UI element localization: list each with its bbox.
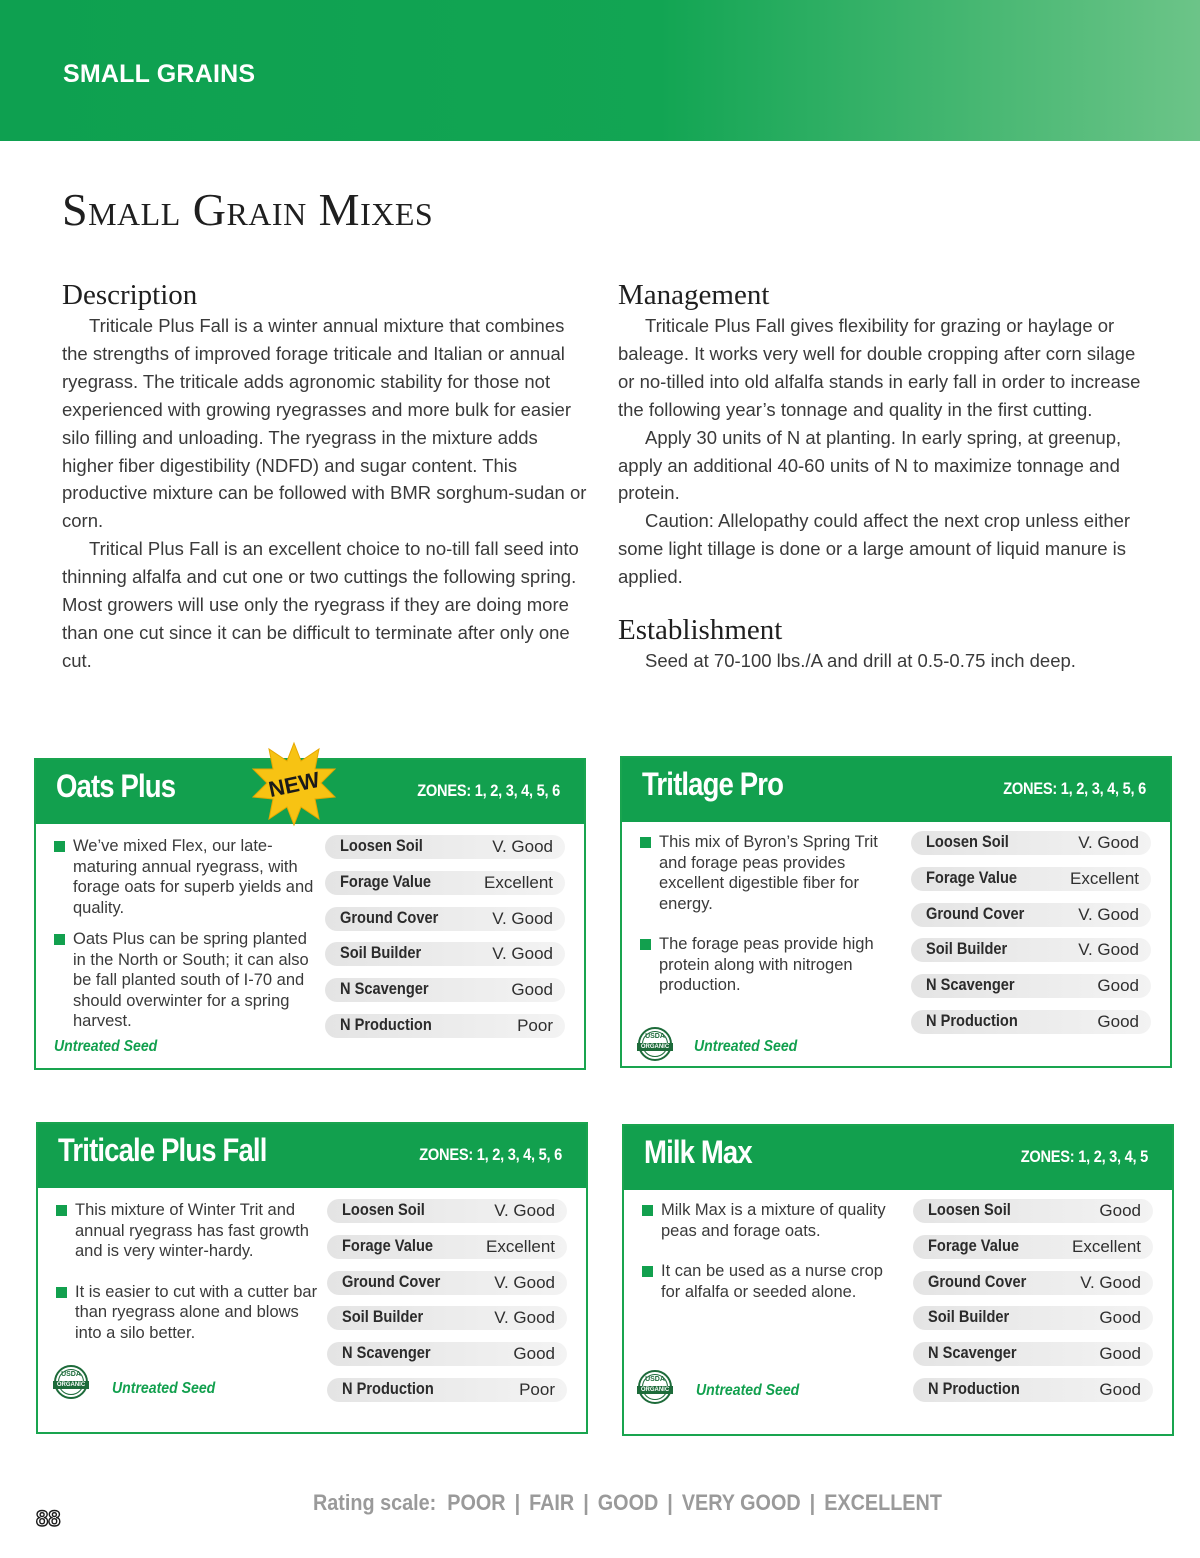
product-card-milk-max xyxy=(622,1124,1174,1436)
rating-row xyxy=(325,906,565,932)
rating-level: FAIR xyxy=(529,1490,575,1515)
rating-label: Ground Cover xyxy=(342,1271,441,1291)
rating-row xyxy=(913,1234,1153,1260)
untreated-seed-label: Untreated Seed xyxy=(54,1038,158,1055)
rating-value: V. Good xyxy=(494,1201,555,1220)
rating-label: N Production xyxy=(342,1378,434,1398)
card-title: Milk Max xyxy=(644,1134,752,1170)
rating-row xyxy=(913,1305,1153,1331)
card-zones: ZONES: 1, 2, 3, 4, 5 xyxy=(1020,1147,1148,1166)
rating-label: Soil Builder xyxy=(928,1307,1010,1327)
rating-label: Ground Cover xyxy=(340,907,439,927)
rating-row xyxy=(325,977,565,1003)
rating-row xyxy=(327,1377,567,1403)
top-banner xyxy=(0,0,1200,141)
establishment-paragraph: Seed at 70-100 lbs./A and drill at 0.5-0.75 inch deep. xyxy=(645,650,1076,672)
rating-level: EXCELLENT xyxy=(824,1490,942,1515)
rating-value: Poor xyxy=(517,1015,553,1035)
rating-row xyxy=(327,1270,567,1296)
rating-row xyxy=(325,941,565,967)
bullet-square-icon xyxy=(640,939,651,950)
card-bullets xyxy=(56,1200,318,1354)
establishment-heading: Establishment xyxy=(618,614,783,647)
rating-label: Ground Cover xyxy=(926,903,1025,923)
rating-row xyxy=(911,866,1151,892)
ratings-list xyxy=(913,1198,1153,1413)
rating-row xyxy=(327,1305,567,1331)
card-zones: ZONES: 1, 2, 3, 4, 5, 6 xyxy=(417,781,560,800)
bullet-square-icon xyxy=(54,934,65,945)
bullet-item: Milk Max is a mixture of quality peas and forage oats. xyxy=(642,1200,904,1241)
management-paragraph: Triticale Plus Fall gives flexibility for grazing or haylage or baleage. It works very well for double cropping after corn silage or no-tilled into old alfalfa stands in early fall in order to increase the following year’s tonnage and quality in the first cutting. xyxy=(618,315,1141,420)
description-heading: Description xyxy=(62,279,198,311)
rating-row xyxy=(913,1198,1153,1224)
rating-row xyxy=(911,973,1151,999)
description-section xyxy=(62,278,587,675)
bullet-square-icon xyxy=(56,1287,67,1298)
bullet-item: The forage peas provide high protein along with nitrogen production. xyxy=(640,934,892,996)
rating-label: Forage Value xyxy=(928,1235,1020,1255)
rating-label: N Production xyxy=(340,1014,432,1034)
rating-value: Excellent xyxy=(484,872,553,892)
new-badge-text: NEW xyxy=(266,766,322,803)
rating-label: N Scavenger xyxy=(342,1343,431,1363)
card-bullets xyxy=(54,836,316,1043)
rating-value: Good xyxy=(1099,1201,1141,1220)
bullet-item: This mixture of Winter Trit and annual ryegrass has fast growth and is very winter-hardy. xyxy=(56,1200,318,1262)
usda-organic-seal-icon: USDA ORGANIC xyxy=(54,1365,88,1399)
rating-label: Forage Value xyxy=(342,1235,434,1255)
rating-label: Ground Cover xyxy=(928,1271,1027,1291)
card-bullets xyxy=(642,1200,904,1313)
rating-row xyxy=(913,1341,1153,1367)
rating-row xyxy=(911,902,1151,928)
rating-row xyxy=(325,834,565,860)
bullet-square-icon xyxy=(642,1266,653,1277)
rating-label: Forage Value xyxy=(926,867,1018,887)
usda-organic-seal-icon: USDA ORGANIC xyxy=(638,1370,672,1404)
rating-level: POOR xyxy=(447,1490,506,1515)
rating-label: N Scavenger xyxy=(340,979,429,999)
rating-value: V. Good xyxy=(492,908,553,928)
card-title: Tritlage Pro xyxy=(642,766,784,802)
card-zones: ZONES: 1, 2, 3, 4, 5, 6 xyxy=(419,1145,562,1164)
description-paragraph: Triticale Plus Fall is a winter annual mixture that combines the strengths of improved forage triticale and Italian or annual ryegrass. The triticale adds agronomic stability for those not experienced with growing ryegrasses and more bulk for easier silo filling and unloading. The ryegrass in the mixture adds higher fiber digestibility (NDFD) and sugar content. This productive mixture can be followed with BMR sorghum-sudan or corn. xyxy=(62,315,587,532)
rating-label: Soil Builder xyxy=(340,943,422,963)
rating-value: V. Good xyxy=(492,944,553,964)
rating-label: Soil Builder xyxy=(926,939,1008,959)
card-header xyxy=(38,1124,586,1188)
page-title: Small Grain Mixes xyxy=(62,184,434,235)
bullet-square-icon xyxy=(56,1205,67,1216)
management-paragraph: Caution: Allelopathy could affect the next crop unless either some light tillage is done or a large amount of liquid manure is applied. xyxy=(618,510,1131,588)
rating-label: N Production xyxy=(926,1010,1018,1030)
rating-value: Good xyxy=(1099,1308,1141,1328)
rating-row xyxy=(325,870,565,896)
rating-level: VERY GOOD xyxy=(681,1490,801,1515)
rating-value: Excellent xyxy=(1072,1236,1141,1256)
management-section xyxy=(618,278,1148,675)
rating-row xyxy=(913,1377,1153,1403)
rating-label: Loosen Soil xyxy=(928,1200,1011,1219)
rating-scale: Rating scale: POOR | FAIR | GOOD | VERY GOOD | EXCELLENT xyxy=(313,1490,942,1515)
rating-level: GOOD xyxy=(597,1490,659,1515)
management-heading: Management xyxy=(618,279,770,311)
rating-row xyxy=(325,1013,565,1039)
bullet-item: We’ve mixed Flex, our late-maturing annual ryegrass, with forage oats for superb yields and quality. xyxy=(54,836,316,918)
rating-value: Poor xyxy=(519,1379,555,1399)
product-card-triticale-plus-fall xyxy=(36,1122,588,1434)
rating-value: V. Good xyxy=(492,837,553,856)
card-zones: ZONES: 1, 2, 3, 4, 5, 6 xyxy=(1003,779,1146,798)
rating-value: Good xyxy=(1097,1011,1139,1031)
rating-row xyxy=(911,937,1151,963)
rating-label: N Scavenger xyxy=(926,975,1015,995)
section-label: SMALL GRAINS xyxy=(63,60,256,88)
rating-value: V. Good xyxy=(494,1308,555,1328)
bullet-item: This mix of Byron’s Spring Trit and forage peas provides excellent digestible fiber for energy. xyxy=(640,832,892,914)
usda-organic-seal-icon: USDA ORGANIC xyxy=(638,1027,672,1061)
rating-value: V. Good xyxy=(1078,833,1139,852)
bullet-square-icon xyxy=(642,1205,653,1216)
rating-scale-label: Rating scale: xyxy=(313,1490,437,1515)
card-header xyxy=(624,1126,1172,1190)
rating-row xyxy=(913,1270,1153,1296)
rating-value: Good xyxy=(1099,1379,1141,1399)
untreated-seed-label: Untreated Seed xyxy=(694,1038,798,1055)
rating-label: Forage Value xyxy=(340,871,432,891)
rating-row xyxy=(327,1234,567,1260)
description-paragraph: Tritical Plus Fall is an excellent choice to no-till fall seed into thinning alfalfa and cut one or two cuttings the following spring. Most growers will use only the ryegrass if they are doing more than one cut since it can be difficult to terminate after only one cut. xyxy=(62,538,579,671)
rating-label: N Scavenger xyxy=(928,1343,1017,1363)
rating-value: V. Good xyxy=(1078,904,1139,924)
rating-value: Good xyxy=(511,980,553,1000)
card-header xyxy=(622,758,1170,822)
rating-value: Good xyxy=(513,1344,555,1364)
ratings-list xyxy=(325,834,565,1049)
rating-value: V. Good xyxy=(1078,940,1139,960)
rating-value: Good xyxy=(1097,976,1139,996)
card-title: Oats Plus xyxy=(56,768,176,804)
rating-value: Good xyxy=(1099,1344,1141,1364)
bullet-item: It can be used as a nurse crop for alfalfa or seeded alone. xyxy=(642,1261,904,1302)
management-paragraph: Apply 30 units of N at planting. In early spring, at greenup, apply an additional 40-60 units of N to maximize tonnage and protein. xyxy=(618,426,1122,504)
rating-label: N Production xyxy=(928,1378,1020,1398)
rating-value: Excellent xyxy=(486,1236,555,1256)
new-starburst-icon xyxy=(251,741,337,827)
untreated-seed-label: Untreated Seed xyxy=(696,1382,800,1399)
rating-label: Soil Builder xyxy=(342,1307,424,1327)
untreated-seed-label: Untreated Seed xyxy=(112,1380,216,1397)
rating-row xyxy=(911,1009,1151,1035)
rating-row xyxy=(327,1341,567,1367)
card-title: Triticale Plus Fall xyxy=(58,1132,267,1168)
rating-value: Excellent xyxy=(1070,868,1139,888)
rating-value: V. Good xyxy=(1080,1272,1141,1292)
bullet-item: Oats Plus can be spring planted in the North or South; it can also be fall planted south of I-70 and should overwinter for a spring harvest. xyxy=(54,929,316,1032)
ratings-list xyxy=(911,830,1151,1045)
bullet-square-icon xyxy=(640,837,651,848)
rating-row xyxy=(911,830,1151,856)
rating-label: Loosen Soil xyxy=(340,836,423,855)
rating-value: V. Good xyxy=(494,1272,555,1292)
ratings-list xyxy=(327,1198,567,1413)
rating-label: Loosen Soil xyxy=(926,832,1009,851)
bullet-square-icon xyxy=(54,841,65,852)
bullet-item: It is easier to cut with a cutter bar than ryegrass alone and blows into a silo better. xyxy=(56,1282,318,1344)
rating-row xyxy=(327,1198,567,1224)
card-bullets xyxy=(640,832,892,1007)
product-card-tritlage-pro xyxy=(620,756,1172,1068)
page-number: 88 xyxy=(36,1506,61,1531)
rating-label: Loosen Soil xyxy=(342,1200,425,1219)
